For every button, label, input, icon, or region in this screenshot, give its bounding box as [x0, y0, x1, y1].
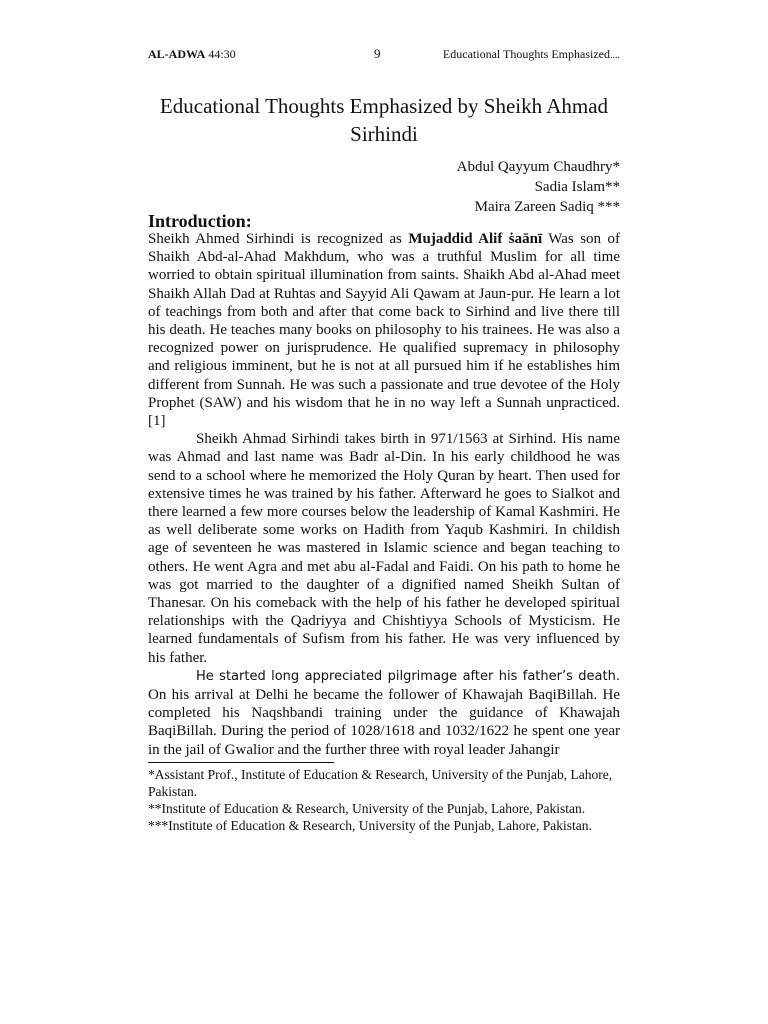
paragraph-1-body: Was son of Shaikh Abd-al-Ahad Makhdum, who was a truthful Muslim for all time worried to obtain spiritual illumination from saints. Shaikh Abd al-Ahad meet Shaikh Allah Dad at Ruhtas and Sayyid Ali Qawam at Jaun-pur. He learn a lot of teachings from both and after that come back to Sirhind and live there till his death. He teaches many books on philosophy to his trainees. He was also a recognized power on jurisprudence. He qualified supremacy in philosophy and religious imminent, but he is not at all pursued him if he establishes him different from Sunnah. He was such a passionate and true devotee of the Holy Prophet (SAW) and his wisdom that he in no way left a Sunnah unpracticed. [1] — [148, 231, 620, 430]
paragraph-3-first-sentence: He started long appreciated pilgrimage after his father’s death. — [196, 668, 620, 684]
author-list — [320, 157, 620, 217]
paragraph-1-lead: Sheikh Ahmed Sirhindi is recognized as — [148, 231, 409, 247]
author-2: Sadia Islam** — [534, 179, 620, 195]
footnotes — [148, 766, 620, 834]
journal-name: AL-ADWA — [148, 47, 206, 61]
paragraph-2: Sheikh Ahmad Sirhindi takes birth in 971/1563 at Sirhind. His name was Ahmad and last name was Badr al-Din. In his early childhood he was send to a school where he memorized the Holy Quran by heart. Then used for extensive times he was trained by his father. Afterward he goes to Sialkot and there learned a few more courses below the leadership of Kamal Kashmiri. He as well deliberate some works on Hadith from Yaqub Kashmiri. In childish age of seventeen he was mastered in Islamic science and began teaching to others. He went Agra and met abu al-Fadal and Faidi. On his path to home he was got married to the daughter of a dignified named Sheikh Sultan of Thanesar. On his comeback with the help of his father he developed spiritual relationships with the Qadriyya and Chishtiyya Schools of Mysticism. He learned fundamentals of Sufism from his father. He was very influenced by his father. — [148, 431, 620, 666]
paragraph-1 — [148, 230, 620, 430]
author-1: Abdul Qayyum Chaudhry* — [456, 159, 620, 175]
honorific-title: Mujaddid Alif ṡaānī — [408, 231, 543, 247]
journal-citation — [148, 44, 236, 64]
running-short-title — [443, 44, 620, 66]
footnote-3: ***Institute of Education & Research, University of the Punjab, Lahore, Pakistan. — [148, 818, 592, 833]
paragraph-3-body: On his arrival at Delhi he became the follower of Khawajah BaqiBillah. He completed his Naqshbandi training under the guidance of Khawajah BaqiBillah. During the period of 1028/1618 and 1032/1622 he spent one year in the jail of Gwalior and the further three with royal leader Jahangir — [148, 687, 620, 758]
footnote-2: **Institute of Education & Research, University of the Punjab, Lahore, Pakistan. — [148, 801, 586, 816]
journal-issue: 44:30 — [208, 47, 236, 61]
section-heading-introduction: Introduction: — [148, 211, 252, 231]
paragraph-3 — [148, 667, 620, 759]
page-number: 9 — [374, 46, 381, 61]
short-title-text: Educational Thoughts Emphasized — [442, 47, 610, 61]
author-3: Maira Zareen Sadiq *** — [474, 199, 620, 215]
body-text — [148, 230, 620, 759]
footnote-divider — [148, 762, 334, 763]
paper-title: Educational Thoughts Emphasized by Sheikh Ahmad Sirhindi — [159, 94, 609, 146]
running-head — [148, 44, 620, 64]
short-title-ellipsis: .... — [610, 50, 620, 61]
footnote-1: *Assistant Prof., Institute of Education & Research, University of the Punjab, Lahore, Pakistan. — [148, 767, 613, 799]
